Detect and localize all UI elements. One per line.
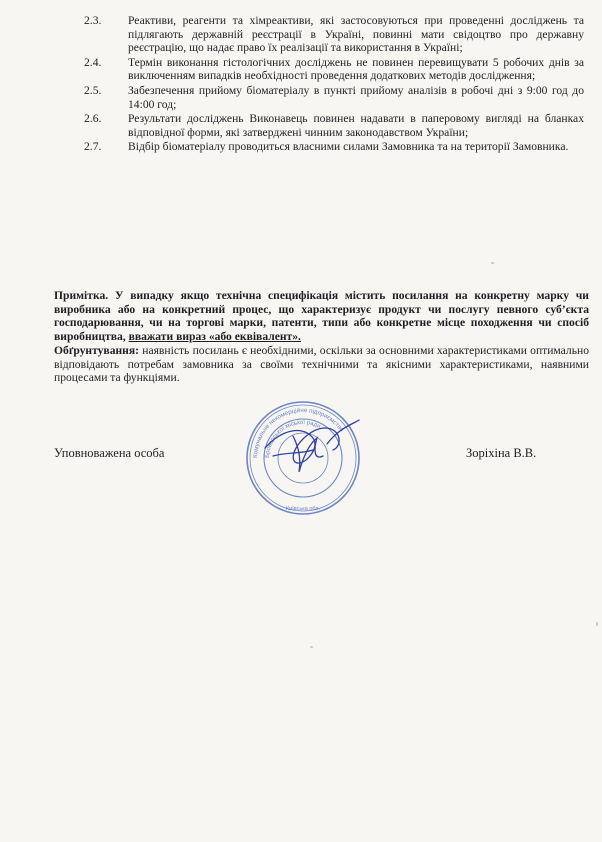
scan-speck [310,646,313,648]
stamp-outer-text: Комунальне некомерційне підприємство [251,406,346,459]
justification-paragraph [54,344,589,385]
note-underlined-text: вважати вираз «або еквівалент». [128,330,301,344]
item-number: 2.4. [84,55,102,69]
item-text: Термін виконання гістологічних досліджень не повинен перевищувати 5 робочих днів за виключенням випадків необхідності проведення додаткових методів дослідження; [128,55,584,83]
justification-label: Обґрунтування: [54,343,139,357]
stamp-inner-text: Броварської міської ради [264,419,322,459]
item-text: Реактиви, реагенти та хімреактиви, які застосовуються при проведенні досліджень та підлягають державній реєстрації в Україні, повинні мати свідоцтво про державну реєстрацію, що надає право їх реалізації та використання в Україні; [128,14,584,55]
justification-text: наявність посилань є необхідними, оскільки за основними характеристиками оптимально відповідають потребам замовника за своїми технічними та якісними характеристиками, наявними процесами та функціями. [54,343,589,385]
official-stamp [243,398,363,518]
signatory-name: Зоріхіна В.В. [466,446,537,460]
item-text: Результати досліджень Виконавець повинен надавати в паперовому вигляді на бланках відповідної форми, які затверджені чинним законодавством України; [128,112,584,139]
note-block [54,289,589,385]
list-item [84,140,584,154]
item-number: 2.6. [84,112,102,126]
item-number: 2.5. [84,83,102,97]
note-label: Примітка. [54,289,109,302]
note-text: У випадку якщо технічна специфікація містить посилання на конкретну марку чи виробника або на конкретний процес, що характеризує продукт чи послугу певного суб’єкта господарювання, чи на торгові марки, патенти, типи або конкретне місце походження чи спосіб виробництва, [54,289,589,344]
item-text: Забезпечення прийому біоматеріалу в пункті прийому аналізів в робочі дні з 9:00 год до 14:00 год; [128,83,584,111]
list-item [84,56,584,83]
note-paragraph [54,289,589,344]
scan-speck [491,262,494,264]
list-item [84,84,584,111]
scan-speck [596,622,598,626]
requirements-list [84,14,584,155]
signature-label: Уповноважена особа [54,446,165,460]
item-text: Відбір біоматеріалу проводиться власними силами Замовника та на території Замовника. [128,140,569,154]
list-item [84,14,584,55]
stamp-bottom-text: Київська обл. [285,506,321,512]
item-number: 2.7. [84,140,102,154]
item-number: 2.3. [84,14,102,27]
list-item [84,112,584,139]
